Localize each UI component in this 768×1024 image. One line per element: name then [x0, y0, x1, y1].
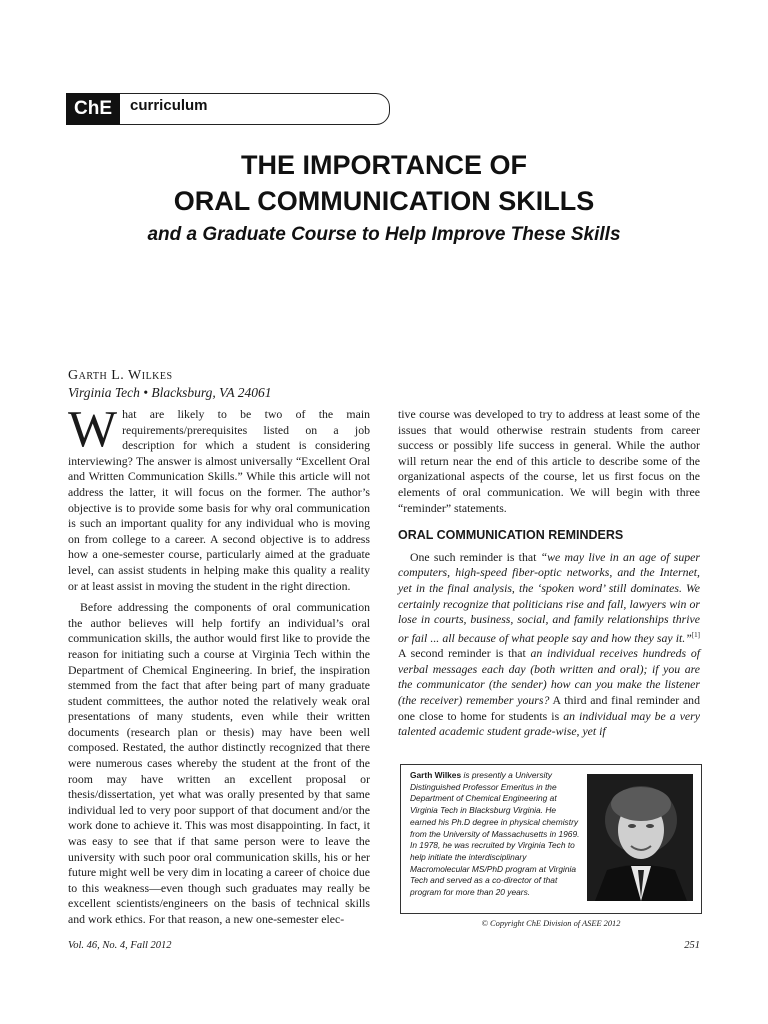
quote-run: an individual may be a very talented academic student grade-wise, yet if — [398, 708, 700, 739]
body-paragraph: Before addressing the components of oral communication the author believes will help fortify an individual’s oral communication skills, the author would first like to provide the reason for initiating such a course at Virginia Tech within the Department of Chemical Engineering. In brief, the inspiration stemmed from the fact that after being part of many graduate student committees, the author noted the relatively weak oral presentations of many students, even while their written documents (research plan or thesis) may have been well composed. Restated, the author distinctly recognized that there were numerous cases whereby the student at the front of the room may have written an excellent proposal or thesis/dissertation, yet what was orally presented by that same individual led to very poor support of that document and/or the work done to achieve it. This was most disappointing. In fact, it was easy to see that if that same person were to leave the university with such poor oral communication skills, his or her future might well be very dim in locating a career of choice due to this weakness—even though such graduates may really be excellent scientists/engineers on the basis of technical skills and work ethics. For that reason, a new one-semester elec- — [68, 600, 370, 926]
drop-cap: W — [68, 401, 118, 458]
quote-run: “we may live in an age of super computers, high-speed fiber-optic networks, and the Internet, yet in the final analysis, the ‘spoken word’ still dominates. We certainly recognize that politicians rise and fall, lawyers win or lose in courts, business, social, and family relationships thrive or fail ... all because of what people say and how they say it.” — [398, 549, 700, 645]
text-run: A second reminder is that — [398, 646, 531, 661]
author-affiliation: Virginia Tech • Blacksburg, VA 24061 — [68, 385, 272, 400]
quote-run: an individual receives hundreds of verbal messages each day (both written and oral); if you are the communicator (the sender) how can you make the listener (the receiver) remember yours? — [398, 646, 700, 708]
author-portrait-image — [587, 774, 693, 901]
copyright-notice: © Copyright ChE Division of ASEE 2012 — [481, 919, 621, 928]
right-column — [398, 407, 700, 740]
bio-name: Garth Wilkes — [410, 770, 462, 780]
article-title-line1: THE IMPORTANCE OF — [241, 150, 527, 180]
bio-body: is presently a University Distinguished Professor Emeritus in the Department of Chemical Engineering at Virginia Tech in Blacksburg Virginia. He earned his Ph.D degree in physical chemistry from the University of Massachusetts in 1969. In 1978, he was recruited by Virginia Tech to help initiate the interdisciplinary Macromolecular MS/PhD program at Virginia Tech and served as a co-director of that program for more than 20 years. — [410, 770, 580, 898]
footer-volume: Vol. 46, No. 4, Fall 2012 — [68, 940, 172, 951]
author-photo — [587, 774, 693, 901]
reminders-paragraph — [398, 550, 700, 740]
intro-text: hat are likely to be two of the main requirements/prerequisites listed on a job description for which a student is considering interviewing? The answer is almost universally “Excellent Oral and Written Communication Skills.” While this article will not address the latter, it will focus on the former. The author’s objective is to provide some basis for why oral communication is such an important quality for any individual who is moving on from college to a career. A second objective is to address how a one-semester course, particularly aimed at the graduate level, can assist students in helping make this quality a reality or at least assist in moving the student in the right direction. — [68, 407, 370, 593]
left-column — [68, 401, 370, 928]
article-subtitle: and a Graduate Course to Help Improve These Skills — [147, 224, 621, 245]
reference-marker: [1] — [691, 630, 700, 639]
journal-tag: ChE — [66, 93, 120, 125]
section-heading: ORAL COMMUNICATION REMINDERS — [398, 528, 624, 543]
page-number: 251 — [684, 940, 700, 951]
body-paragraph: tive course was developed to try to address at least some of the issues that would otherwise restrain students from career success or possibly life success in general. While the author will return near the end of this article to describe some of the organizational aspects of the course, let us first focus on the elements of oral communication. We will begin with three “reminder” statements. — [398, 407, 700, 515]
author-bio-text — [410, 770, 582, 899]
text-run: A third and final reminder and one close to home for students is — [398, 693, 700, 723]
section-label: curriculum — [130, 97, 208, 114]
author-name: Garth L. Wilkes — [68, 368, 173, 383]
article-title-line2: ORAL COMMUNICATION SKILLS — [173, 186, 595, 216]
text-run: One such reminder is that — [410, 549, 541, 564]
intro-paragraph — [68, 401, 370, 594]
